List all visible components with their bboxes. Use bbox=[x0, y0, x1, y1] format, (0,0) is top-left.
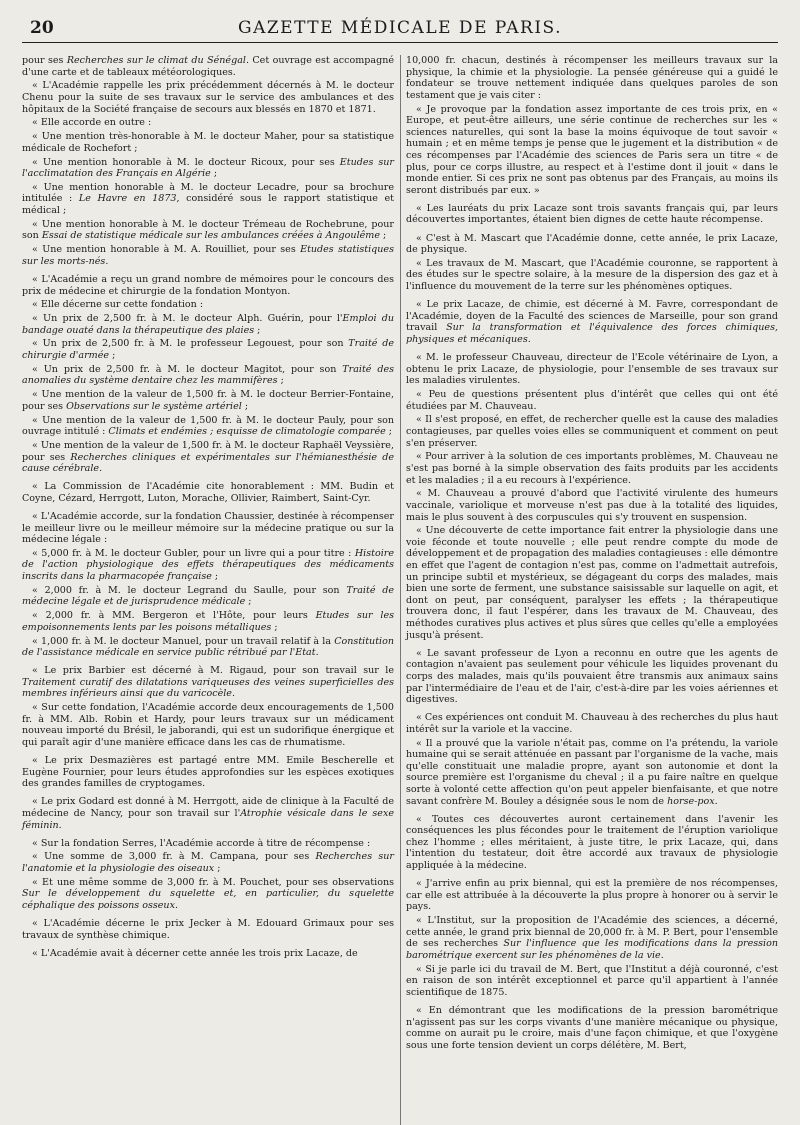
paragraph: « L'Académie avait à décerner cette année les trois prix Lacaze, de bbox=[32, 947, 358, 959]
paragraph: « L'Académie accorde, sur la fondation Chaussier, destinée à récompenser le meilleur livre ou le meilleur mémoire sur la médecine pratique ou sur la médecine légale : bbox=[22, 510, 394, 546]
paragraph: « Le prix Lacaze, de chimie, est décerné à M. Favre, correspondant de l'Académie, doyen de la Faculté des sciences de Marseille, pour son grand travail Sur la transformation et l'équivalence des forces chimiques, physiques et mécaniques. bbox=[406, 299, 779, 345]
paragraph: « Une mention de la valeur de 1,500 fr. à M. le docteur Raphaël Veyssière, pour ses Recherches cliniques et expérimentales sur l'hémianesthésie de cause cérébrale. bbox=[22, 439, 394, 475]
paragraph: « Ces expériences ont conduit M. Chauveau à des recherches du plus haut intérêt sur la variole et la vaccine. bbox=[406, 712, 778, 735]
paragraph: « M. Chauveau a prouvé d'abord que l'activité virulente des humeurs vaccinale, variolique et morveuse n'est pas due à la totalité des liquides, mais le plus souvent à des corpuscules qui s'y trouvent en suspension. bbox=[406, 488, 778, 523]
text-columns bbox=[22, 55, 778, 1053]
paragraph: « Un prix de 2,500 fr. à M. le docteur Alph. Guérin, pour l'Emploi du bandage ouaté dans la thérapeutique des plaies ; bbox=[22, 313, 394, 336]
paragraph: « Une mention de la valeur de 1,500 fr. à M. le docteur Berrier-Fontaine, pour ses Observations sur le système artériel ; bbox=[22, 389, 394, 412]
paragraph: « 2,000 fr. à MM. Bergeron et l'Hôte, pour leurs Etudes sur les empoisonnements lents par les poisons métalliques ; bbox=[22, 610, 394, 633]
paragraph: « L'Académie décerne le prix Jecker à M. Edouard Grimaux pour ses travaux de synthèse chimique. bbox=[22, 918, 394, 941]
paragraph: « Une mention de la valeur de 1,500 fr. à M. le docteur Pauly, pour son ouvrage intitulé : Climats et endémies ; esquisse de climatologie comparée ; bbox=[22, 414, 394, 438]
page-header bbox=[22, 12, 778, 43]
paragraph: « L'Académie rappelle les prix précédemment décernés à M. le docteur Chenu pour la suite de ses travaux sur le service des ambulances et des hôpitaux de la Société française de secours aux blessés en 1870 et 1871. bbox=[22, 80, 394, 115]
paragraph: « Le prix Desmazières est partagé entre MM. Emile Bescherelle et Eugène Fournier, pour leurs études approfondies sur les espèces exotiques des grandes familles de cryptogames. bbox=[22, 755, 394, 790]
paragraph: pour ses Recherches sur le climat du Sénégal. Cet ouvrage est accompagné d'une carte et de tableaux météorologiques. bbox=[22, 55, 394, 78]
paragraph: « Une mention honorable à M. le docteur Ricoux, pour ses Etudes sur l'acclimatation des Français en Algérie ; bbox=[22, 156, 394, 180]
paragraph: « Sur cette fondation, l'Académie accorde deux encouragements de 1,500 fr. à MM. Alb. Robin et Hardy, pour leurs travaux sur un médicament nouveau importé du Brésil, le jaborandi, qui est un sudorifique énergique et qui paraît agir d'une manière efficace dans les cas de rhumatisme. bbox=[22, 702, 394, 749]
paragraph: « 1,000 fr. à M. le docteur Manuel, pour un travail relatif à la Constitution de l'assistance médicale en service public rétribué par l'Etat. bbox=[22, 635, 394, 659]
paragraph: « Elle accorde en outre : bbox=[32, 117, 152, 129]
paragraph: « Un prix de 2,500 fr. à M. le professeur Legouest, pour son Traité de chirurgie d'armée ; bbox=[22, 338, 394, 362]
paragraph: « En démontrant que les modifications de la pression barométrique n'agissent pas sur les corps vivants d'une manière mécanique ou physique, comme on aurait pu le croire, mais d'une façon chimique, et que l'oxygène sous une forte tension devient un corps délétère, M. Bert, bbox=[406, 1004, 778, 1051]
paragraph: « Il a prouvé que la variole n'était pas, comme on l'a prétendu, la variole humaine qui se serait atténuée en passant par l'organisme de la vache, mais qu'elle constituait une maladie propre, ayant son autonomie et dont la source première est l'organisme du cheval ; il a pu faire naître en quelque sorte à volonté cette affection qu'on peut appeler bienfaisante, et que notre savant confrère M. Bouley a désignée sous le nom de horse-pox. bbox=[406, 737, 778, 807]
column-divider bbox=[400, 55, 401, 1125]
paragraph: « Une découverte de cette importance fait entrer la physiologie dans une voie féconde et toute nouvelle ; elle peut rendre compte du mode de développement et de propagation des maladies contagieuses : elle démontre en effet que l'agent de contagion n'est pas, comme on l'admettait autrefois, un principe subtil et mystérieux, se dégageant du corps des malades, mais bien une sorte de ferment, une substance saisissable sur laquelle on agit, et dont on peut, par conséquent, paralyser les effets ; la thérapeutique trouvera donc, il faut l'espérer, dans les travaux de M. Chauveau, des méthodes curatives plus actives et plus sûres que celles qu'elle a employées jusqu'à présent. bbox=[406, 525, 778, 641]
paragraph: « Une mention honorable à M. le docteur Lecadre, pour sa brochure intitulée : Le Havre en 1873, considéré sous le rapport statistique et médical ; bbox=[22, 181, 394, 217]
paragraph: « 5,000 fr. à M. le docteur Gubler, pour un livre qui a pour titre : Histoire de l'action physiologique des effets thérapeutiques des médicaments inscrits dans la pharmacopée française ; bbox=[22, 547, 394, 583]
paragraph: « Toutes ces découvertes auront certainement dans l'avenir les conséquences les plus fécondes pour le traitement de l'éruption variolique chez l'homme ; elles méritaient, à juste titre, le prix Lacaze, qui, dans l'intention du testateur, doit être accordé aux travaux de physiologie appliquée à la médecine. bbox=[406, 813, 778, 871]
paragraph: « L'Institut, sur la proposition de l'Académie des sciences, a décerné, cette année, le grand prix biennal de 20,000 fr. à M. P. Bert, pour l'ensemble de ses recherches Sur l'influence que les modifications dans la pression barométrique exercent sur les phénomènes de la vie. bbox=[406, 915, 778, 961]
paragraph: « Il s'est proposé, en effet, de rechercher quelle est la cause des maladies contagieuses, par quelles voies elles se communiquent et comment on peut s'en préserver. bbox=[406, 414, 778, 449]
paragraph: « Je provoque par la fondation assez importante de ces trois prix, en « Europe, et peut-être ailleurs, une série continue de recherches sur les « sciences naturelles, qui sont la base la moins équivoque de tout savoir « humain ; et en même temps je pense que le jugement et la distribution « de ces récompenses par l'Académie des sciences de Paris sera un titre « de plus, pour ce corps illustre, au respect et à l'estime dont il jouit « dans le monde entier. Si ces prix ne sont pas obtenus par des Français, au moins ils seront distribués par eux. » bbox=[406, 103, 778, 196]
paragraph: « Le prix Barbier est décerné à M. Rigaud, pour son travail sur le Traitement curatif des dilatations variqueuses des veines superficielles des membres inférieurs ainsi que du varicocèle. bbox=[22, 665, 394, 700]
paragraph: « Une somme de 3,000 fr. à M. Campana, pour ses Recherches sur l'anatomie et la physiologie des oiseaux ; bbox=[22, 851, 394, 875]
paragraph: « Le prix Godard est donné à M. Herrgott, aide de clinique à la Faculté de médecine de Nancy, pour son travail sur l'Atrophie vésicale dans le sexe féminin. bbox=[22, 796, 394, 831]
paragraph: « Un prix de 2,500 fr. à M. le docteur Magitot, pour son Traité des anomalies du système dentaire chez les mammifères ; bbox=[22, 363, 395, 387]
right-column bbox=[406, 55, 778, 1053]
paragraph: « Si je parle ici du travail de M. Bert, que l'Institut a déjà couronné, c'est en raison de son intérêt exceptionnel et parce qu'il appartient à l'année scientifique de 1875. bbox=[406, 963, 778, 998]
paragraph: « Et une même somme de 3,000 fr. à M. Pouchet, pour ses observations Sur le développement du squelette et, en particulier, du squelette céphalique des poissons osseux. bbox=[22, 876, 394, 912]
paragraph: « Elle décerne sur cette fondation : bbox=[32, 299, 204, 311]
paragraph: « L'Académie a reçu un grand nombre de mémoires pour le concours des prix de médecine et chirurgie de la fondation Montyon. bbox=[22, 273, 394, 297]
paragraph: « Sur la fondation Serres, l'Académie accorde à titre de récompense : bbox=[32, 837, 371, 849]
paragraph: « Peu de questions présentent plus d'intérêt que celles qui ont été étudiées par M. Chauveau. bbox=[406, 389, 778, 412]
paragraph: « La Commission de l'Académie cite honorablement : MM. Budin et Coyne, Cézard, Herrgott, Luton, Morache, Ollivier, Raimbert, Saint-Cyr. bbox=[22, 481, 394, 504]
paragraph: « Pour arriver à la solution de ces importants problèmes, M. Chauveau ne s'est pas borné à la simple observation des faits produits par les accidents et les maladies ; il a eu recours à l'expérience. bbox=[406, 451, 778, 486]
paragraph: 10,000 fr. chacun, destinés à récompenser les meilleurs travaux sur la physique, la chimie et la physiologie. La pensée généreuse qui a guidé le fondateur se trouve nettement indiquée dans quelques paroles de son testament que je vais citer : bbox=[406, 55, 778, 101]
left-column bbox=[22, 55, 394, 1053]
paragraph: « M. le professeur Chauveau, directeur de l'Ecole vétérinaire de Lyon, a obtenu le prix Lacaze, de physiologie, pour l'ensemble de ses travaux sur les maladies virulentes. bbox=[406, 352, 778, 387]
paragraph: « J'arrive enfin au prix biennal, qui est la première de nos récompenses, car elle est attribuée à la découverte la plus propre à honorer ou à servir le pays. bbox=[406, 878, 778, 913]
running-title: GAZETTE MÉDICALE DE PARIS. bbox=[238, 18, 562, 38]
paragraph: « Une mention honorable à M. A. Rouilliet, pour ses Etudes statistiques sur les morts-nés. bbox=[22, 244, 394, 267]
paragraph: « Le savant professeur de Lyon a reconnu en outre que les agents de contagion n'avaient pas seulement pour véhicule les liquides provenant du corps des malades, mais qu'ils pouvaient être transmis aux animaux sains par l'intermédiaire de l'eau et de l'air, c'est-à-dire par les voies aériennes et digestives. bbox=[406, 647, 778, 706]
paragraph: « 2,000 fr. à M. le docteur Legrand du Saulle, pour son Traité de médecine légale et de jurisprudence médicale ; bbox=[22, 584, 394, 608]
page-number: 20 bbox=[30, 18, 54, 38]
paragraph: « Une mention honorable à M. le docteur Trémeau de Rochebrune, pour son Essai de statistique médicale sur les ambulances créées à Angoulême ; bbox=[22, 218, 394, 242]
paragraph: « Les lauréats du prix Lacaze sont trois savants français qui, par leurs découvertes importantes, étaient bien dignes de cette haute récompense. bbox=[406, 202, 778, 226]
paragraph: « Les travaux de M. Mascart, que l'Académie couronne, se rapportent à des études sur le spectre solaire, à la mesure de la dispersion des gaz et à l'influence du mouvement de la terre sur les phénomènes optiques. bbox=[406, 257, 778, 293]
paragraph: « C'est à M. Mascart que l'Académie donne, cette année, le prix Lacaze, de physique. bbox=[406, 232, 778, 256]
paragraph: « Une mention très-honorable à M. le docteur Maher, pour sa statistique médicale de Rochefort ; bbox=[22, 131, 394, 154]
